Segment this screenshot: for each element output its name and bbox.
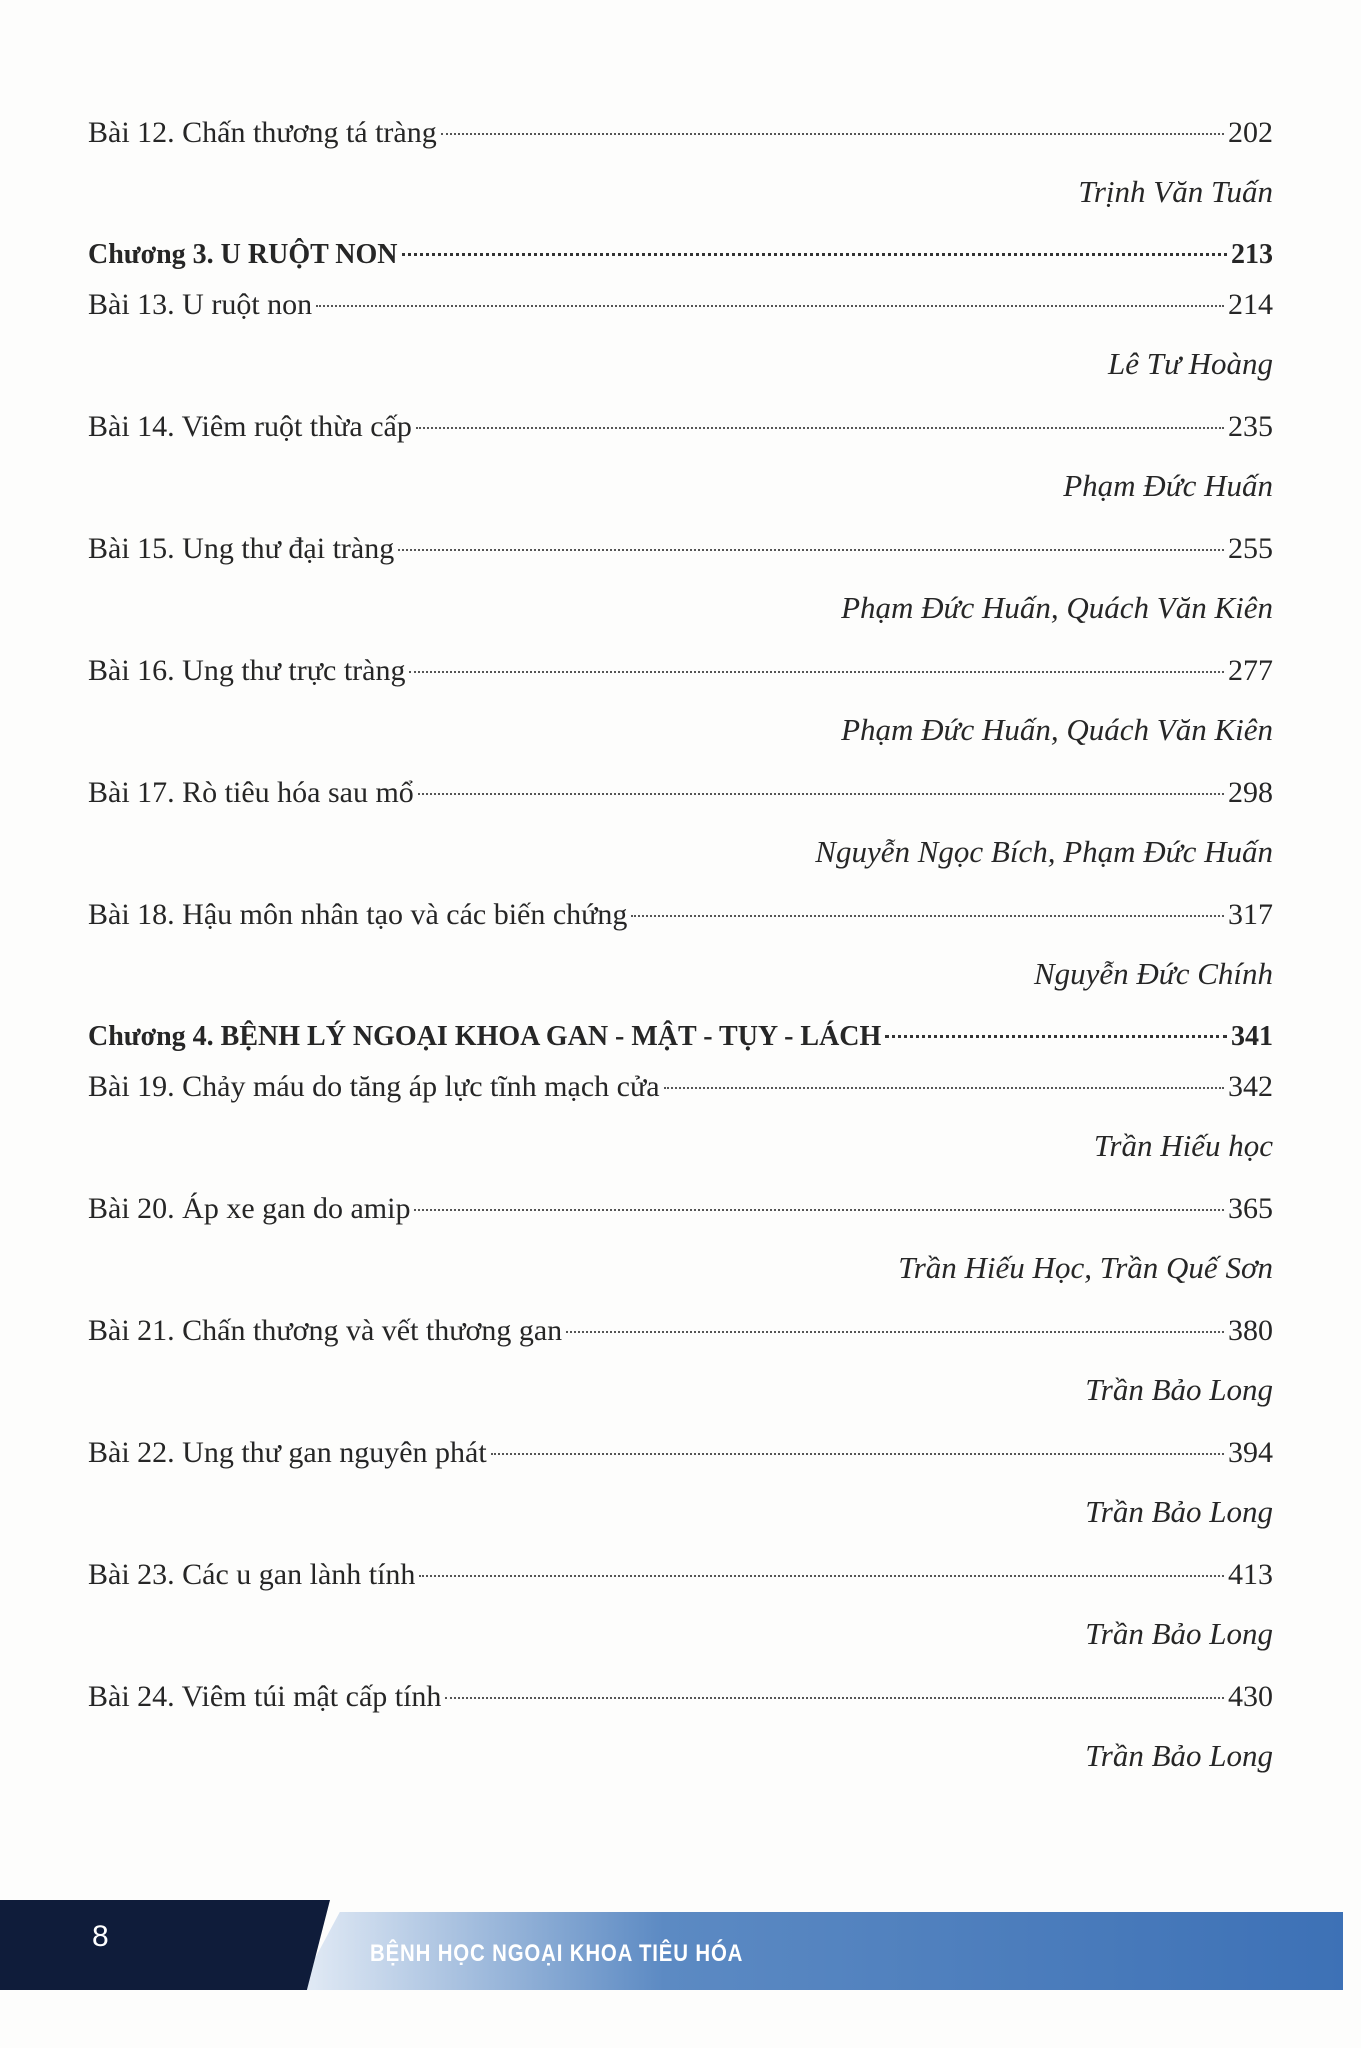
page-number: 341	[1231, 1021, 1273, 1052]
page-number: 380	[1228, 1314, 1273, 1347]
dot-leader	[316, 305, 1224, 307]
lesson-author: Trần Bảo Long	[1085, 1616, 1273, 1651]
lesson-title: Bài 21. Chấn thương và vết thương gan	[88, 1314, 563, 1347]
toc-lesson-row	[88, 528, 1273, 570]
lesson-title: Bài 22. Ung thư gan nguyên phát	[88, 1436, 487, 1469]
toc-lesson-row	[88, 1676, 1273, 1718]
chapter-title: Chương 4. BỆNH LÝ NGOẠI KHOA GAN - MẬT - TỤY - LÁCH	[88, 1021, 882, 1052]
table-of-contents	[88, 112, 1273, 1776]
page-number: 298	[1228, 776, 1273, 809]
lesson-author: Phạm Đức Huấn, Quách Văn Kiên	[841, 590, 1273, 625]
lesson-author: Phạm Đức Huấn, Quách Văn Kiên	[841, 712, 1273, 747]
lesson-author: Trịnh Văn Tuấn	[1078, 174, 1273, 209]
page-number: 413	[1228, 1558, 1273, 1591]
dot-leader	[418, 793, 1224, 795]
lesson-author: Nguyễn Ngọc Bích, Phạm Đức Huấn	[815, 834, 1273, 869]
toc-lesson-row	[88, 1554, 1273, 1596]
page-number: 214	[1228, 288, 1273, 321]
page-number: 317	[1228, 898, 1273, 931]
page-number: 430	[1228, 1680, 1273, 1713]
lesson-title: Bài 12. Chấn thương tá tràng	[88, 116, 437, 149]
toc-chapter-row	[88, 234, 1273, 276]
dot-leader	[491, 1453, 1224, 1455]
toc-lesson-row	[88, 894, 1273, 936]
toc-lesson-row	[88, 112, 1273, 154]
toc-lesson-row	[88, 406, 1273, 448]
page-number: 213	[1231, 239, 1273, 270]
dot-leader	[664, 1087, 1224, 1089]
lesson-title: Bài 18. Hậu môn nhân tạo và các biến chứng	[88, 898, 628, 931]
dot-leader	[419, 1575, 1224, 1577]
footer-page-number: 8	[92, 1920, 109, 1953]
chapter-title: Chương 3. U RUỘT NON	[88, 239, 398, 270]
lesson-title: Bài 15. Ung thư đại tràng	[88, 532, 395, 565]
toc-lesson-row	[88, 1310, 1273, 1352]
page-footer	[0, 1900, 1361, 1990]
dot-leader	[441, 133, 1224, 135]
lesson-title: Bài 14. Viêm ruột thừa cấp	[88, 410, 412, 443]
toc-lesson-row	[88, 772, 1273, 814]
dot-leader	[445, 1697, 1224, 1699]
page-number: 394	[1228, 1436, 1273, 1469]
lesson-title: Bài 19. Chảy máu do tăng áp lực tĩnh mạch cửa	[88, 1070, 660, 1103]
lesson-title: Bài 13. U ruột non	[88, 288, 313, 321]
lesson-title: Bài 23. Các u gan lành tính	[88, 1558, 416, 1591]
page-number: 235	[1228, 410, 1273, 443]
toc-lesson-row	[88, 284, 1273, 326]
page-number: 342	[1228, 1070, 1273, 1103]
dot-leader	[885, 1035, 1227, 1038]
dot-leader	[398, 549, 1224, 551]
page-number: 255	[1228, 532, 1273, 565]
toc-lesson-row	[88, 1066, 1273, 1108]
page-number: 365	[1228, 1192, 1273, 1225]
lesson-author: Nguyễn Đức Chính	[1033, 956, 1273, 991]
toc-lesson-row	[88, 650, 1273, 692]
lesson-author: Trần Hiếu Học, Trần Quế Sơn	[898, 1250, 1273, 1285]
lesson-title: Bài 17. Rò tiêu hóa sau mổ	[88, 776, 414, 809]
dot-leader	[414, 1209, 1224, 1211]
lesson-author: Trần Bảo Long	[1085, 1494, 1273, 1529]
lesson-author: Phạm Đức Huấn	[1063, 468, 1273, 503]
lesson-title: Bài 20. Áp xe gan do amip	[88, 1192, 411, 1225]
dot-leader	[631, 915, 1224, 917]
lesson-title: Bài 24. Viêm túi mật cấp tính	[88, 1680, 442, 1713]
footer-dark-block	[0, 1900, 330, 1990]
dot-leader	[566, 1331, 1224, 1333]
dot-leader	[402, 253, 1227, 256]
footer-book-title: BỆNH HỌC NGOẠI KHOA TIÊU HÓA	[370, 1940, 744, 1967]
page-number: 202	[1228, 116, 1273, 149]
dot-leader	[409, 671, 1224, 673]
page-number: 277	[1228, 654, 1273, 687]
toc-lesson-row	[88, 1188, 1273, 1230]
lesson-title: Bài 16. Ung thư trực tràng	[88, 654, 406, 687]
lesson-author: Trần Hiếu học	[1093, 1128, 1273, 1163]
toc-chapter-row	[88, 1016, 1273, 1058]
lesson-author: Trần Bảo Long	[1085, 1372, 1273, 1407]
dot-leader	[416, 427, 1224, 429]
lesson-author: Lê Tư Hoàng	[1107, 346, 1273, 381]
lesson-author: Trần Bảo Long	[1085, 1738, 1273, 1773]
toc-lesson-row	[88, 1432, 1273, 1474]
